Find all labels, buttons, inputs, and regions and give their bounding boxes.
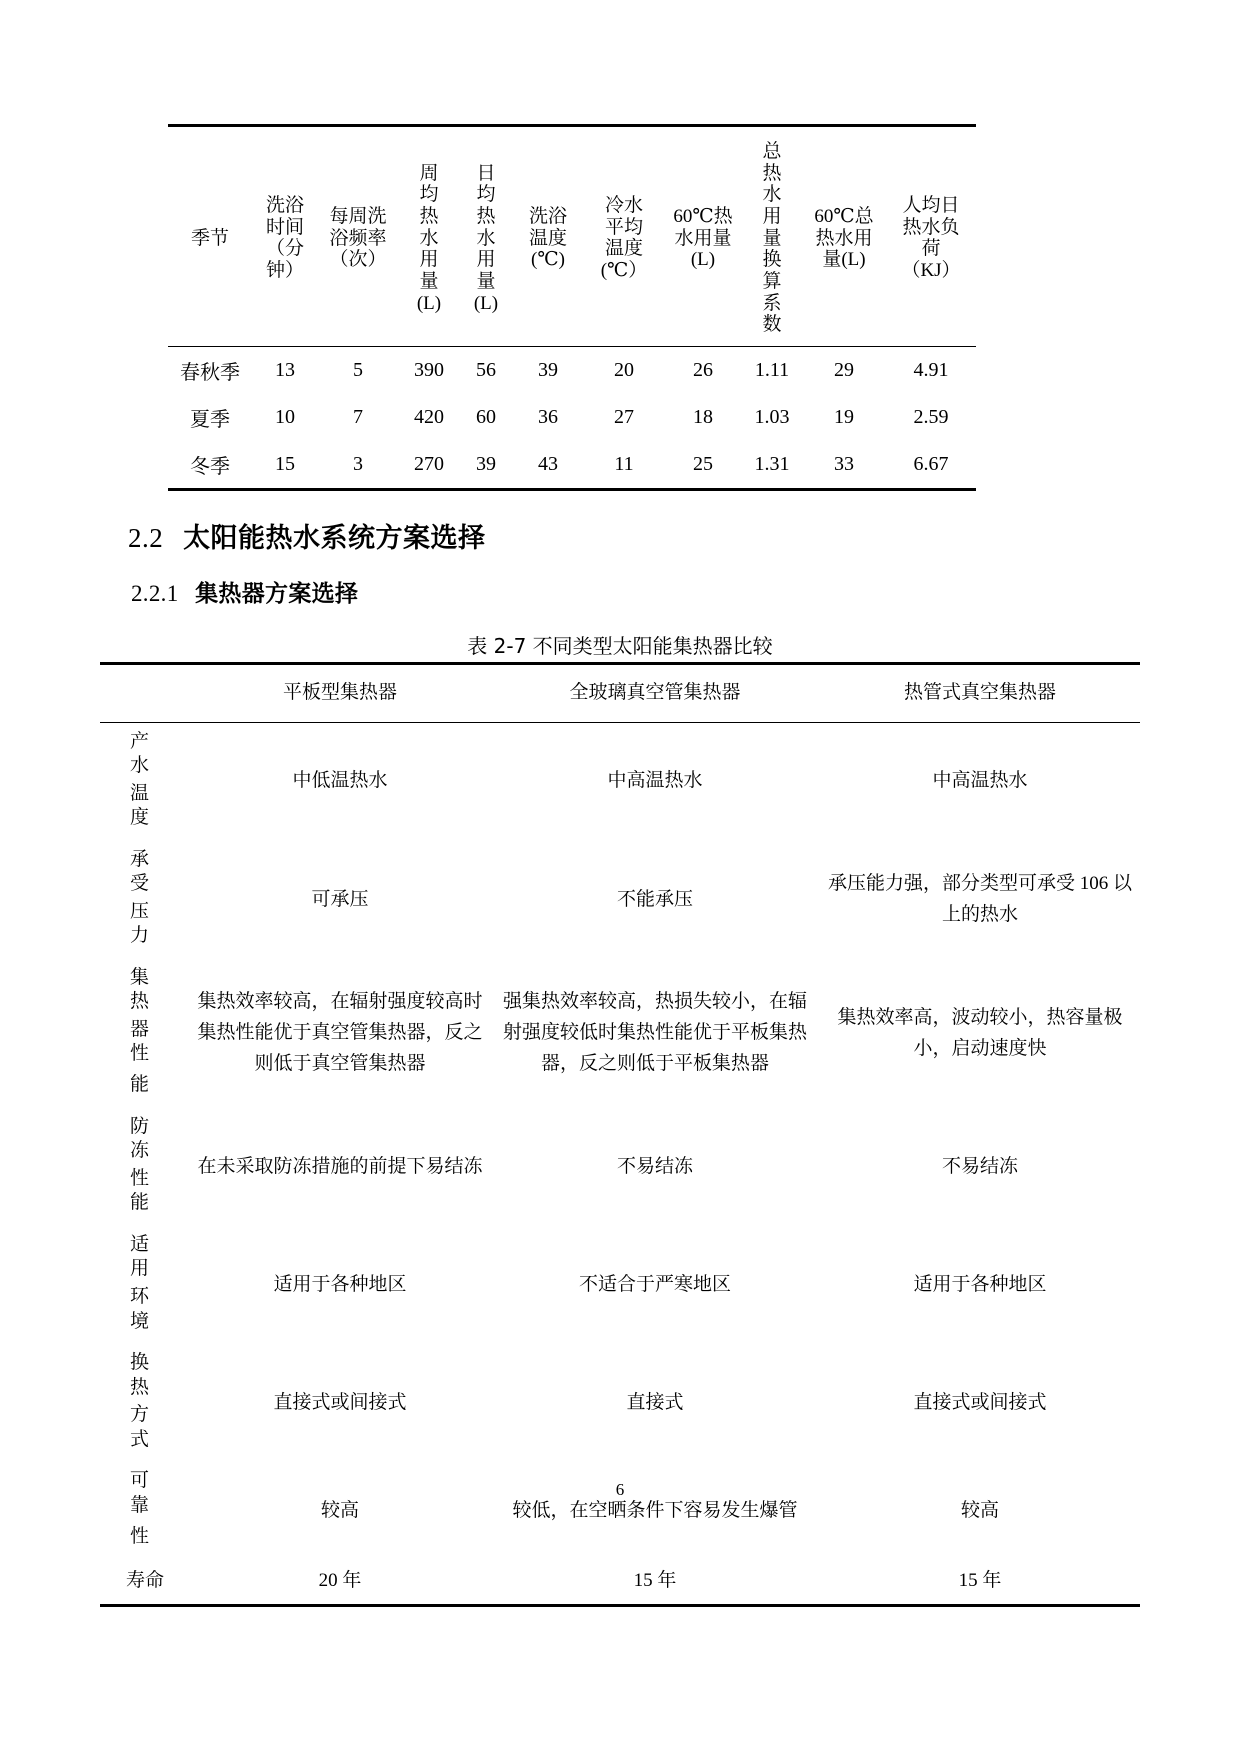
cell-daily-hotwater: 39 <box>460 441 512 490</box>
row-header-water-temperature: 产水 温度 <box>130 730 150 829</box>
table-row <box>100 1344 1140 1462</box>
table-row <box>100 722 1140 841</box>
cell-total-hotwater-60c: 19 <box>834 405 854 428</box>
cell-hotwater-60c: 18 <box>693 405 713 428</box>
col-header-cold-water-temperature: 冷水 平均 温度 (℃） <box>584 126 664 347</box>
cell-bath-temperature: 39 <box>538 358 558 381</box>
cell-flat-plate: 可承压 <box>311 888 369 910</box>
cell-weekly-frequency: 5 <box>353 358 363 381</box>
cell-flat-plate: 较高 <box>320 1499 359 1521</box>
page-number: 6 <box>615 1480 625 1499</box>
col-header-all-glass-vacuum-tube: 全玻璃真空管集热器 <box>490 664 820 723</box>
cell-total-hotwater-60c: 29 <box>834 358 854 381</box>
row-header-applicable-environment: 适用 环境 <box>130 1234 150 1332</box>
col-header-conversion-coefficient: 总 热 水 用 量 换 算 系 数 <box>742 126 802 347</box>
col-header-total-hotwater-60c: 60℃总 热水用 量(L) <box>802 126 886 347</box>
collector-table-caption: 表 2-7 不同类型太阳能集热器比较 <box>467 634 773 658</box>
cell-flat-plate: 在未采取防冻措施的前提下易结冻 <box>197 1155 483 1177</box>
cell-conversion-coefficient: 1.31 <box>742 441 802 490</box>
row-header-antifreeze-performance: 防冻 性能 <box>130 1116 150 1214</box>
col-header-bath-temperature: 洗浴 温度 (℃) <box>512 126 584 347</box>
table-row <box>100 1108 1140 1226</box>
cell-flat-plate: 适用于各种地区 <box>273 1273 407 1295</box>
cell-flat-plate: 20 年 <box>190 1559 490 1605</box>
cell-weekly-hotwater: 270 <box>398 441 460 490</box>
cell-all-glass-vacuum-tube: 中高温热水 <box>607 770 703 792</box>
seasonal-hotwater-table <box>168 124 976 491</box>
cell-total-hotwater-60c: 33 <box>802 441 886 490</box>
table-row <box>168 346 976 394</box>
cell-all-glass-vacuum-tube: 不易结冻 <box>616 1155 693 1177</box>
cell-heat-pipe-vacuum: 集热效率高，波动较小，热容量极小，启动速度快 <box>837 1006 1123 1059</box>
col-header-hotwater-60c: 60℃热 水用量 (L) <box>664 126 742 347</box>
cell-bath-temperature: 36 <box>538 405 558 428</box>
cell-cold-water-temperature: 27 <box>614 405 634 428</box>
table-row <box>100 1226 1140 1344</box>
cell-heat-pipe-vacuum: 直接式或间接式 <box>913 1392 1047 1413</box>
table-header-row <box>100 664 1140 723</box>
table-header-row <box>168 126 976 347</box>
cell-season: 夏季 <box>190 408 230 431</box>
col-header-weekly-frequency: 每周洗 浴频率 （次） <box>318 126 398 347</box>
cell-load-per-capita: 6.67 <box>886 441 976 490</box>
table-row <box>168 394 976 441</box>
cell-flat-plate: 集热效率较高，在辐射强度较高时集热性能优于真空管集热器，反之则低于真空管集热器 <box>197 991 483 1074</box>
cell-flat-plate: 直接式或间接式 <box>273 1392 407 1413</box>
col-header-flat-plate: 平板型集热器 <box>190 664 490 723</box>
col-header-daily-hotwater: 日 均 热 水 用 量 (L) <box>460 126 512 347</box>
row-header-reliability: 可靠 性 <box>130 1470 150 1547</box>
col-header-weekly-hotwater: 周 均 热 水 用 量 (L) <box>398 126 460 347</box>
cell-load-per-capita: 4.91 <box>913 358 949 381</box>
col-header-season: 季节 <box>168 126 252 347</box>
collector-comparison-table <box>100 662 1140 1607</box>
cell-hotwater-60c: 25 <box>664 441 742 490</box>
cell-load-per-capita: 2.59 <box>913 405 949 428</box>
cell-season: 春秋季 <box>180 361 240 384</box>
cell-conversion-coefficient: 1.03 <box>754 405 790 428</box>
col-header-load-per-capita: 人均日 热水负 荷 （KJ） <box>886 126 976 347</box>
cell-cold-water-temperature: 11 <box>584 441 664 490</box>
cell-flat-plate: 中低温热水 <box>292 770 388 792</box>
row-header-heat-exchange-method: 换热 方式 <box>130 1352 150 1450</box>
collector-comparison-table-wrapper <box>100 662 1140 1607</box>
cell-heat-pipe-vacuum: 较高 <box>960 1499 999 1521</box>
cell-all-glass-vacuum-tube: 直接式 <box>626 1392 684 1413</box>
cell-bath-time: 15 <box>252 441 318 490</box>
cell-all-glass-vacuum-tube: 不能承压 <box>616 888 693 910</box>
cell-heat-pipe-vacuum: 适用于各种地区 <box>913 1273 1047 1295</box>
cell-daily-hotwater: 56 <box>476 358 496 381</box>
table-row <box>168 441 976 490</box>
table-row <box>100 959 1140 1108</box>
cell-weekly-frequency: 3 <box>318 441 398 490</box>
row-header-lifespan: 寿命 <box>100 1559 190 1605</box>
cell-weekly-hotwater: 390 <box>414 358 444 381</box>
cell-daily-hotwater: 60 <box>476 405 496 428</box>
cell-conversion-coefficient: 1.11 <box>754 358 790 381</box>
cell-weekly-frequency: 7 <box>353 405 363 428</box>
seasonal-hotwater-table-wrapper <box>168 124 976 491</box>
cell-all-glass-vacuum-tube: 15 年 <box>490 1559 820 1605</box>
cell-heat-pipe-vacuum: 承压能力强，部分类型可承受 106 以上的热水 <box>827 873 1132 925</box>
heading-2-2 <box>128 516 486 555</box>
cell-heat-pipe-vacuum: 中高温热水 <box>932 770 1028 792</box>
cell-season: 冬季 <box>168 441 252 490</box>
cell-all-glass-vacuum-tube: 强集热效率较高，热损失较小，在辐射强度较低时集热性能优于平板集热器，反之则低于平板集热器 <box>502 991 807 1074</box>
cell-all-glass-vacuum-tube: 不适合于严寒地区 <box>578 1273 731 1295</box>
row-header-pressure-resistance: 承受 压力 <box>130 848 150 947</box>
col-header-heat-pipe-vacuum: 热管式真空集热器 <box>820 664 1140 723</box>
cell-cold-water-temperature: 20 <box>614 358 634 381</box>
cell-heat-pipe-vacuum: 不易结冻 <box>941 1155 1018 1177</box>
row-header-collector-performance: 集热 器性 能 <box>130 967 150 1096</box>
cell-hotwater-60c: 26 <box>693 358 713 381</box>
heading-2-2-1-text: 集热器方案选择 <box>195 581 359 607</box>
heading-2-2-1-number: 2.2.1 <box>131 581 179 606</box>
table-row <box>100 841 1140 959</box>
cell-bath-time: 10 <box>275 405 295 428</box>
heading-2-2-1 <box>131 575 358 608</box>
heading-2-2-number: 2.2 <box>128 523 164 553</box>
col-header-bath-time: 洗浴 时间 （分 钟） <box>252 126 318 347</box>
cell-weekly-hotwater: 420 <box>414 405 444 428</box>
col-header-attribute <box>100 664 190 723</box>
heading-2-2-text: 太阳能热水系统方案选择 <box>183 523 486 554</box>
cell-bath-time: 13 <box>275 358 295 381</box>
table-row <box>100 1462 1140 1559</box>
cell-heat-pipe-vacuum: 15 年 <box>820 1559 1140 1605</box>
cell-bath-temperature: 43 <box>512 441 584 490</box>
cell-all-glass-vacuum-tube: 较低，在空晒条件下容易发生爆管 <box>512 1499 798 1521</box>
table-row <box>100 1559 1140 1605</box>
